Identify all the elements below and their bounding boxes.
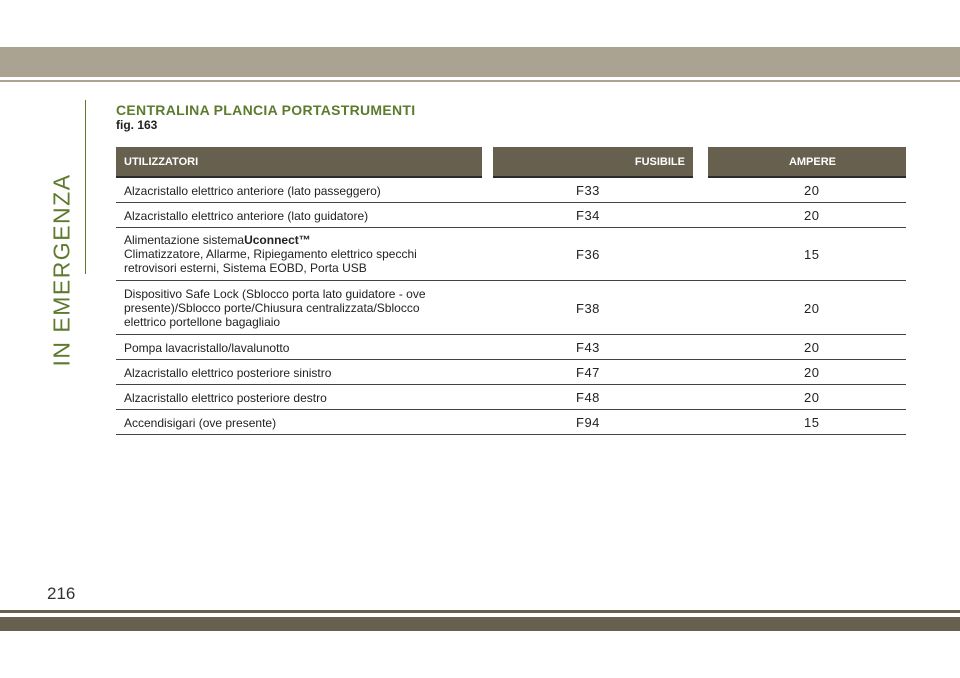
cell-user: Accendisigari (ove presente) bbox=[124, 416, 277, 430]
cell-user: Alzacristallo elettrico posteriore sinistro bbox=[124, 366, 332, 380]
cell-user bbox=[124, 233, 464, 275]
cell-amp: 15 bbox=[804, 415, 820, 430]
table-row bbox=[116, 228, 906, 281]
cell-fuse: F38 bbox=[576, 301, 600, 316]
bottom-decorative-band bbox=[0, 617, 960, 631]
section-title: CENTRALINA PLANCIA PORTASTRUMENTI bbox=[116, 102, 416, 118]
cell-amp: 15 bbox=[804, 247, 820, 262]
table-row bbox=[116, 335, 906, 360]
chapter-side-label: IN EMERGENZA bbox=[48, 173, 75, 367]
header-fuse: FUSIBILE bbox=[493, 147, 693, 178]
cell-user: Pompa lavacristallo/lavalunotto bbox=[124, 341, 290, 355]
cell-user: Alzacristallo elettrico posteriore destro bbox=[124, 391, 327, 405]
cell-user: Alzacristallo elettrico anteriore (lato guidatore) bbox=[124, 209, 369, 223]
header-amp: AMPERE bbox=[708, 147, 906, 178]
table-row bbox=[116, 281, 906, 335]
cell-amp: 20 bbox=[804, 340, 820, 355]
header-users: UTILIZZATORI bbox=[116, 147, 482, 178]
uconnect-brand: Uconnect™ bbox=[244, 233, 311, 247]
table-row bbox=[116, 360, 906, 385]
page-number: 216 bbox=[47, 584, 76, 603]
cell-user-prefix: Alimentazione sistema bbox=[124, 233, 245, 247]
cell-user: Alzacristallo elettrico anteriore (lato passeggero) bbox=[124, 184, 381, 198]
table-row bbox=[116, 178, 906, 203]
cell-fuse: F33 bbox=[576, 183, 600, 198]
cell-user-rest: Climatizzatore, Allarme, Ripiegamento elettrico specchi retrovisori esterni, Sistema EOBD, Porta USB bbox=[124, 247, 417, 275]
cell-amp: 20 bbox=[804, 365, 820, 380]
figure-reference: fig. 163 bbox=[116, 118, 158, 132]
bottom-divider bbox=[0, 610, 960, 613]
cell-fuse: F94 bbox=[576, 415, 600, 430]
table-header bbox=[116, 147, 906, 178]
fuse-table bbox=[116, 147, 906, 435]
cell-fuse: F34 bbox=[576, 208, 600, 223]
cell-amp: 20 bbox=[804, 183, 820, 198]
table-row bbox=[116, 410, 906, 435]
top-decorative-band bbox=[0, 47, 960, 77]
table-row bbox=[116, 203, 906, 228]
cell-amp: 20 bbox=[804, 208, 820, 223]
table-row bbox=[116, 385, 906, 410]
top-divider bbox=[0, 80, 960, 82]
side-divider bbox=[85, 100, 86, 274]
cell-user: Dispositivo Safe Lock (Sblocco porta lato guidatore - ove presente)/Sblocco porte/Chiusura centralizzata/Sblocco elettrico portellone bagagliaio bbox=[124, 287, 426, 329]
cell-amp: 20 bbox=[804, 301, 820, 316]
cell-amp: 20 bbox=[804, 390, 820, 405]
cell-fuse: F47 bbox=[576, 365, 600, 380]
cell-fuse: F36 bbox=[576, 247, 600, 262]
cell-fuse: F43 bbox=[576, 340, 600, 355]
cell-fuse: F48 bbox=[576, 390, 600, 405]
